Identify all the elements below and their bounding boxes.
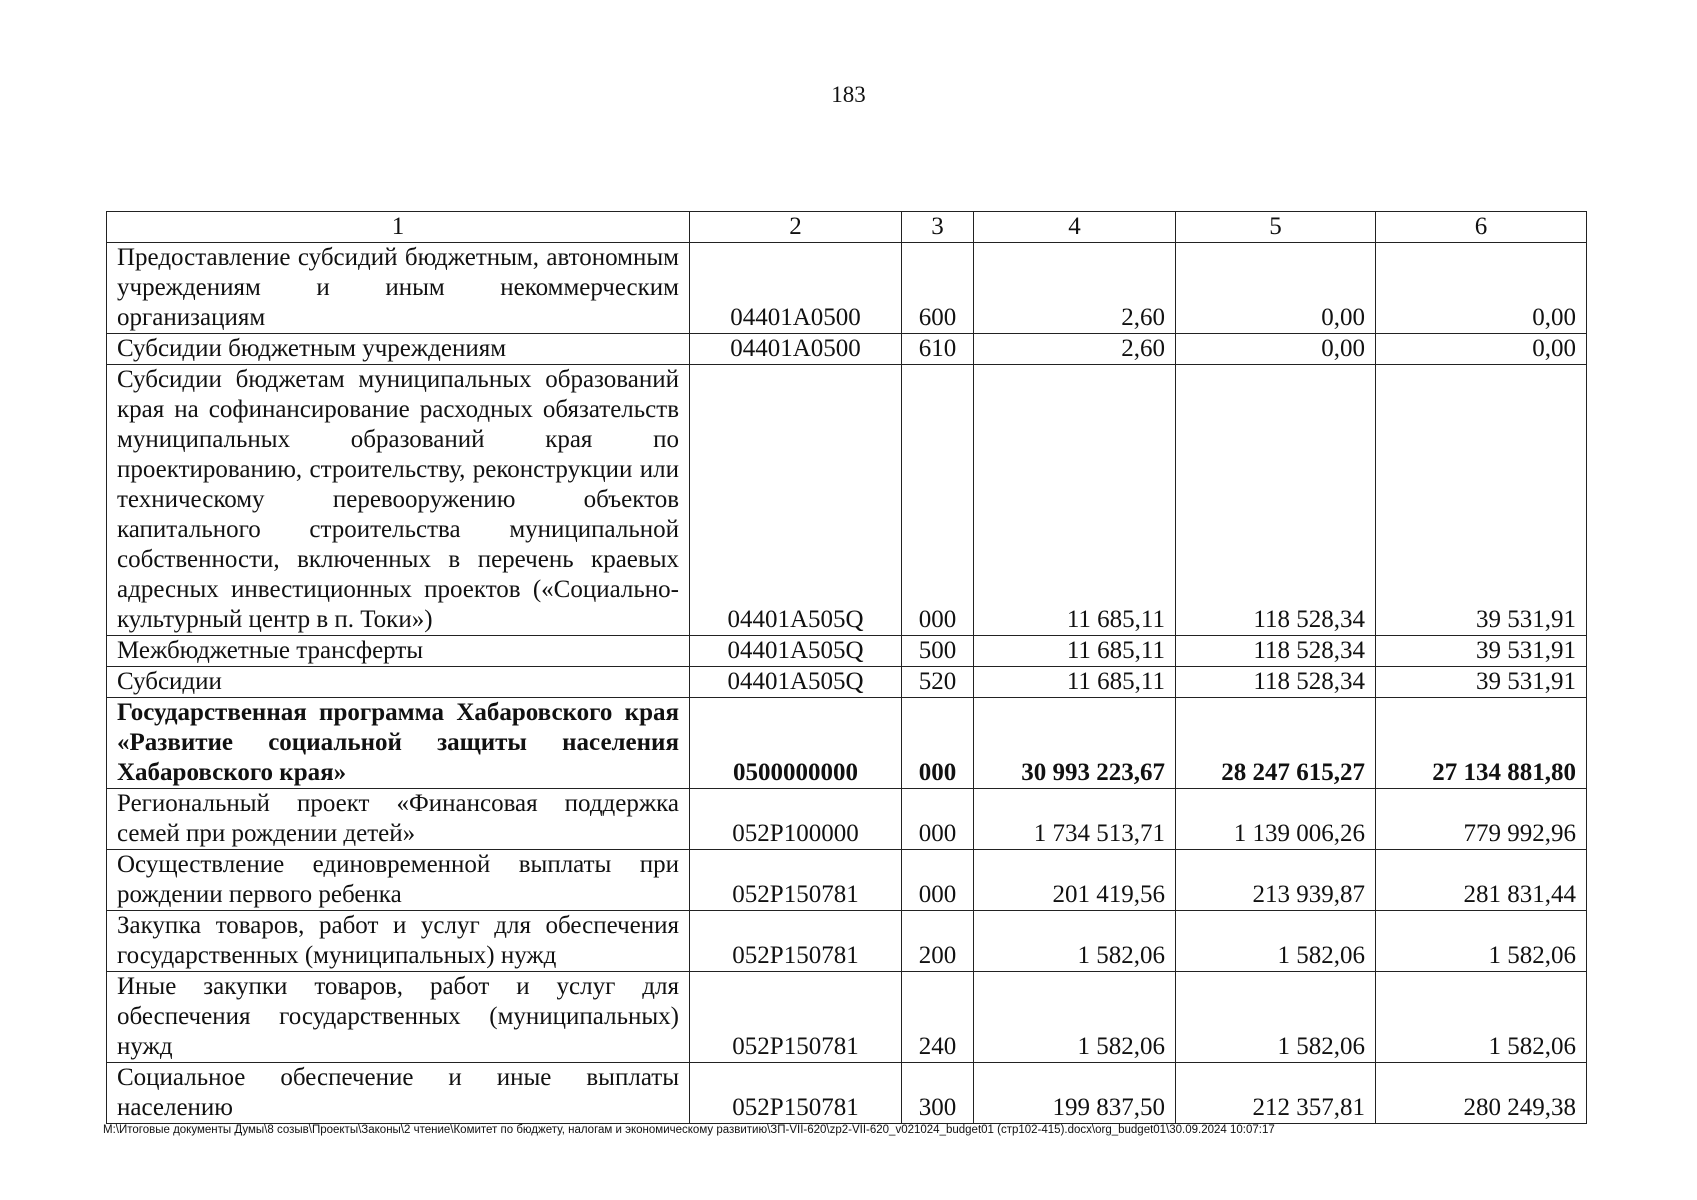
budget-table bbox=[106, 211, 1587, 1124]
row-target-code: 04401A0500 bbox=[690, 243, 902, 334]
row-target-code: 052P150781 bbox=[690, 972, 902, 1063]
row-amount-col6: 281 831,44 bbox=[1376, 850, 1587, 911]
row-amount-col4: 11 685,11 bbox=[974, 365, 1176, 636]
row-amount-col5: 118 528,34 bbox=[1176, 636, 1376, 667]
table-row bbox=[107, 636, 1587, 667]
table-row bbox=[107, 1063, 1587, 1124]
row-amount-col6: 1 582,06 bbox=[1376, 911, 1587, 972]
row-target-code: 04401A505Q bbox=[690, 365, 902, 636]
row-expense-type: 000 bbox=[902, 789, 974, 850]
row-amount-col4: 30 993 223,67 bbox=[974, 698, 1176, 789]
table-row bbox=[107, 789, 1587, 850]
row-amount-col6: 0,00 bbox=[1376, 334, 1587, 365]
row-amount-col6: 779 992,96 bbox=[1376, 789, 1587, 850]
row-amount-col6: 39 531,91 bbox=[1376, 365, 1587, 636]
row-amount-col5: 1 582,06 bbox=[1176, 911, 1376, 972]
row-amount-col5: 0,00 bbox=[1176, 243, 1376, 334]
row-description: Субсидии бюджетным учреждениям bbox=[107, 334, 690, 365]
row-amount-col5: 118 528,34 bbox=[1176, 365, 1376, 636]
row-amount-col4: 11 685,11 bbox=[974, 636, 1176, 667]
row-target-code: 052P150781 bbox=[690, 911, 902, 972]
row-amount-col4: 199 837,50 bbox=[974, 1063, 1176, 1124]
row-expense-type: 500 bbox=[902, 636, 974, 667]
row-target-code: 04401A505Q bbox=[690, 667, 902, 698]
row-amount-col4: 1 582,06 bbox=[974, 911, 1176, 972]
row-expense-type: 000 bbox=[902, 698, 974, 789]
row-expense-type: 200 bbox=[902, 911, 974, 972]
table-row bbox=[107, 243, 1587, 334]
row-amount-col6: 0,00 bbox=[1376, 243, 1587, 334]
row-description: Субсидии бюджетам муниципальных образований края на софинансирование расходных обязательств муниципальных образований края по проектированию, строительству, реконструкции или техническому перевооружению объектов капитального строительства муниципальной собственности, включенных в перечень краевых адресных инвестиционных проектов («Социально-культурный центр в п. Токи») bbox=[107, 365, 690, 636]
row-expense-type: 300 bbox=[902, 1063, 974, 1124]
row-expense-type: 240 bbox=[902, 972, 974, 1063]
row-expense-type: 000 bbox=[902, 850, 974, 911]
row-amount-col6: 280 249,38 bbox=[1376, 1063, 1587, 1124]
row-description: Субсидии bbox=[107, 667, 690, 698]
column-header-3: 3 bbox=[902, 212, 974, 243]
table-row bbox=[107, 698, 1587, 789]
table-row bbox=[107, 850, 1587, 911]
column-header-5: 5 bbox=[1176, 212, 1376, 243]
row-expense-type: 520 bbox=[902, 667, 974, 698]
row-amount-col4: 201 419,56 bbox=[974, 850, 1176, 911]
row-description: Осуществление единовременной выплаты при рождении первого ребенка bbox=[107, 850, 690, 911]
row-expense-type: 610 bbox=[902, 334, 974, 365]
row-expense-type: 600 bbox=[902, 243, 974, 334]
row-amount-col4: 2,60 bbox=[974, 334, 1176, 365]
row-description: Предоставление субсидий бюджетным, автономным учреждениям и иным некоммерческим организациям bbox=[107, 243, 690, 334]
row-amount-col4: 1 734 513,71 bbox=[974, 789, 1176, 850]
row-amount-col5: 0,00 bbox=[1176, 334, 1376, 365]
row-amount-col6: 1 582,06 bbox=[1376, 972, 1587, 1063]
row-amount-col4: 11 685,11 bbox=[974, 667, 1176, 698]
row-description: Межбюджетные трансферты bbox=[107, 636, 690, 667]
row-expense-type: 000 bbox=[902, 365, 974, 636]
row-target-code: 0500000000 bbox=[690, 698, 902, 789]
page-number: 183 bbox=[831, 82, 866, 107]
column-header-2: 2 bbox=[690, 212, 902, 243]
row-description: Иные закупки товаров, работ и услуг для обеспечения государственных (муниципальных) нужд bbox=[107, 972, 690, 1063]
table-row bbox=[107, 972, 1587, 1063]
row-target-code: 04401A0500 bbox=[690, 334, 902, 365]
row-description: Социальное обеспечение и иные выплаты населению bbox=[107, 1063, 690, 1124]
row-amount-col5: 212 357,81 bbox=[1176, 1063, 1376, 1124]
row-amount-col5: 28 247 615,27 bbox=[1176, 698, 1376, 789]
column-header-6: 6 bbox=[1376, 212, 1587, 243]
row-amount-col5: 118 528,34 bbox=[1176, 667, 1376, 698]
row-target-code: 052P100000 bbox=[690, 789, 902, 850]
row-amount-col5: 1 582,06 bbox=[1176, 972, 1376, 1063]
row-description: Закупка товаров, работ и услуг для обеспечения государственных (муниципальных) нужд bbox=[107, 911, 690, 972]
row-target-code: 052P150781 bbox=[690, 1063, 902, 1124]
row-amount-col6: 39 531,91 bbox=[1376, 636, 1587, 667]
table-row bbox=[107, 911, 1587, 972]
row-amount-col5: 1 139 006,26 bbox=[1176, 789, 1376, 850]
row-amount-col5: 213 939,87 bbox=[1176, 850, 1376, 911]
file-path-footer: M:\Итоговые документы Думы\8 созыв\Проекты\Законы\2 чтение\Комитет по бюджету, налогам и экономическому развитию\ЗП-VII-620\zp2-VII-620_v021024_budget01 (стр102-415).docx\org_budget01\30.09.2024 10:07:17 bbox=[103, 1124, 1275, 1136]
column-header-1: 1 bbox=[107, 212, 690, 243]
row-amount-col6: 39 531,91 bbox=[1376, 667, 1587, 698]
row-description: Региональный проект «Финансовая поддержка семей при рождении детей» bbox=[107, 789, 690, 850]
table-row bbox=[107, 334, 1587, 365]
row-amount-col6: 27 134 881,80 bbox=[1376, 698, 1587, 789]
column-header-4: 4 bbox=[974, 212, 1176, 243]
table-row bbox=[107, 365, 1587, 636]
row-amount-col4: 2,60 bbox=[974, 243, 1176, 334]
row-description: Государственная программа Хабаровского края «Развитие социальной защиты населения Хабаровского края» bbox=[107, 698, 690, 789]
row-target-code: 04401A505Q bbox=[690, 636, 902, 667]
row-target-code: 052P150781 bbox=[690, 850, 902, 911]
table-header-row bbox=[107, 212, 1587, 243]
row-amount-col4: 1 582,06 bbox=[974, 972, 1176, 1063]
table-row bbox=[107, 667, 1587, 698]
